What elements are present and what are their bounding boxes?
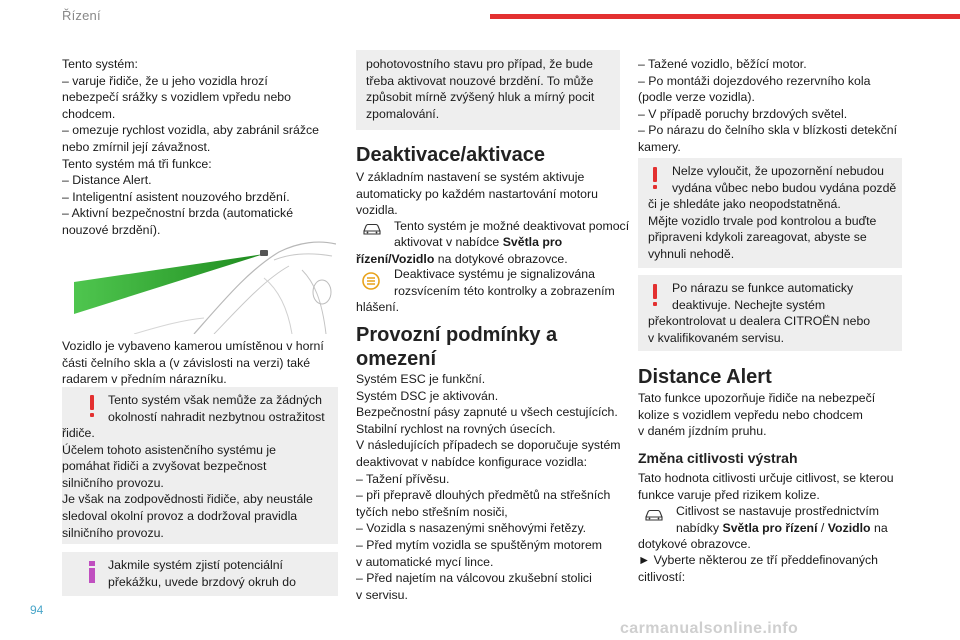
text-line: – varuje řidiče, že u jeho vozidla hrozí bbox=[62, 73, 268, 88]
warning-exclamation-icon bbox=[652, 284, 658, 306]
heading-conditions-line1: Provozní podmínky a bbox=[356, 324, 558, 346]
text-line: kolize s vozidlem vepředu nebo chodcem bbox=[638, 407, 863, 422]
chapter-title: Řízení bbox=[62, 8, 101, 23]
text-line: rozsvícením této kontrolky a zobrazením bbox=[394, 283, 615, 298]
text-line: Citlivost se nastavuje prostřednictvím bbox=[676, 504, 879, 518]
text-line: v daném jízdním pruhu. bbox=[638, 424, 767, 439]
text-line: deaktivovat v nabídce konfigurace vozidla: bbox=[356, 454, 588, 469]
text-line: Stabilní rychlost na rovných úsecích. bbox=[356, 421, 556, 436]
lamp-paragraph-top bbox=[394, 266, 615, 299]
text-line: Nelze vyloučit, že upozornění nebudou bbox=[672, 164, 884, 178]
menu-bold-2: Vozidlo bbox=[827, 520, 871, 535]
menu-suffix: na dotykové obrazovce. bbox=[437, 252, 568, 266]
text-line: překontrolovat u dealera CITROËN nebo bbox=[648, 314, 871, 328]
menu-bold-1: Světla pro bbox=[502, 235, 563, 249]
menu-bold-2: řízení/Vozidlo bbox=[356, 252, 435, 266]
menu-suffix: na bbox=[874, 520, 888, 535]
text-line: v kvalifikovaném servisu. bbox=[648, 330, 784, 345]
text-line: vozidla. bbox=[356, 203, 398, 218]
text-line: – Po montáži dojezdového rezervního kola bbox=[638, 73, 871, 88]
distance-paragraph bbox=[638, 390, 902, 440]
text-line: Systém ESC je funkční. bbox=[356, 372, 486, 386]
text-line: zpomalování. bbox=[366, 106, 440, 121]
menu-bold-1: Světla pro řízení bbox=[722, 520, 818, 535]
warning-box-late-alerts bbox=[638, 158, 902, 268]
text-line: okolností nahradit nezbytnou ostražitost bbox=[108, 409, 325, 424]
intro-paragraph bbox=[62, 56, 338, 239]
heading-deactivation: Deaktivace/aktivace bbox=[356, 144, 546, 166]
text-line: Po nárazu se funkce automaticky bbox=[672, 281, 854, 295]
text-line: či je shledáte jako neopodstatněná. bbox=[648, 197, 841, 211]
text-line: Tento systém: bbox=[62, 57, 138, 71]
sensitivity-menu-text-3 bbox=[638, 536, 751, 553]
text-line: (podle verze vozidla). bbox=[638, 90, 755, 105]
text-line: deaktivuje. Nechejte systém bbox=[672, 297, 826, 312]
text-line: pomáhat řidiči a zvyšovat bezpečnost bbox=[62, 459, 267, 474]
text-line: překážku, uvede brzdový okruh do bbox=[108, 574, 296, 589]
car-menu-icon bbox=[362, 222, 382, 236]
text-line: kamery. bbox=[638, 139, 681, 154]
text-line: nebezpečí srážky s vozidlem vpředu nebo bbox=[62, 90, 291, 105]
warning-lamp-icon bbox=[360, 270, 382, 292]
text-line: silničního provozu. bbox=[62, 475, 164, 490]
camera-paragraph bbox=[62, 338, 338, 388]
text-line: pohotovostního stavu pro případ, že bude bbox=[366, 57, 593, 71]
text-line: radarem v předním nárazníku. bbox=[62, 372, 227, 387]
menu-prefix: nabídky bbox=[676, 520, 720, 535]
text-line: ► Vyberte některou ze tří předdefinovaných bbox=[638, 553, 879, 567]
conditions-paragraph bbox=[356, 371, 620, 603]
text-line: Mějte vozidlo trvale pod kontrolou a buďte bbox=[648, 213, 877, 228]
text-line: – Inteligentní asistent nouzového brzdění. bbox=[62, 189, 290, 204]
text-line: – Vozidla s nasazenými sněhovými řetězy. bbox=[356, 521, 587, 536]
text-line: – omezuje rychlost vozidla, aby zabránil srážce bbox=[62, 123, 319, 138]
text-line: funkce varuje před rizikem kolize. bbox=[638, 487, 820, 502]
sensitivity-choose bbox=[638, 552, 902, 585]
text-line: Tento systém má tři funkce: bbox=[62, 156, 212, 171]
text-line: – Po nárazu do čelního skla v blízkosti detekční bbox=[638, 123, 898, 138]
text-line: Tato funkce upozorňuje řidiče na nebezpečí bbox=[638, 391, 876, 405]
text-line: části čelního skla a (v závislosti na verzi) také bbox=[62, 355, 311, 370]
text-line: třeba aktivovat nouzové brzdění. To může bbox=[366, 73, 594, 88]
text-line: – Tažené vozidlo, běžící motor. bbox=[638, 57, 807, 71]
text-line bbox=[676, 520, 888, 537]
sensitivity-paragraph bbox=[638, 470, 902, 503]
text-line: hlášení. bbox=[356, 300, 400, 314]
deactivation-paragraph bbox=[356, 169, 620, 219]
text-line: Tento systém je možné deaktivovat pomocí bbox=[394, 219, 630, 233]
text-line: sledoval okolní provoz a dodržoval pravidla bbox=[62, 508, 298, 523]
car-menu-icon bbox=[644, 508, 664, 522]
text-line: v automatické mycí lince. bbox=[356, 554, 494, 569]
text-line: silničního provozu. bbox=[62, 525, 164, 540]
text-line: V základním nastavení se systém aktivuje bbox=[356, 170, 585, 184]
text-line: Je však na zodpovědnosti řidiče, aby neustále bbox=[62, 492, 313, 507]
text-line: – Tažení přívěsu. bbox=[356, 471, 450, 486]
text-line: Jakmile systém zjistí potenciální bbox=[108, 558, 283, 572]
text-line: způsobit mírně zvýšený hluk a mírný pocit bbox=[366, 90, 595, 105]
text-line: – V případě poruchy brzdových světel. bbox=[638, 106, 848, 121]
text-line: Bezpečnostní pásy zapnuté u všech cestujících. bbox=[356, 405, 618, 420]
text-line: Tento systém však nemůže za žádných bbox=[108, 393, 322, 407]
text-line: – Aktivní bezpečnostní brzda (automatické bbox=[62, 206, 294, 221]
text-line: Systém DSC je aktivován. bbox=[356, 388, 499, 403]
text-line: Vozidlo je vybaveno kamerou umístěnou v horní bbox=[62, 339, 324, 353]
text-line: – Před najetím na válcovou zkušební stolici bbox=[356, 571, 592, 586]
text-line: citlivostí: bbox=[638, 569, 686, 584]
page-number: 94 bbox=[30, 603, 44, 617]
text-line: – při přepravě dlouhých předmětů na střešních bbox=[356, 488, 611, 503]
conditions-list-continued bbox=[638, 56, 902, 156]
header-accent-bar bbox=[490, 14, 960, 19]
text-line: dotykové obrazovce. bbox=[638, 537, 751, 551]
text-line: nouzové brzdění). bbox=[62, 222, 161, 237]
text-line: Účelem tohoto asistenčního systému je bbox=[62, 442, 276, 457]
text-line: automaticky po každém nastartování motoru bbox=[356, 186, 598, 201]
deactivation-menu-text bbox=[394, 218, 630, 235]
menu-prefix: aktivovat v nabídce bbox=[394, 235, 503, 249]
text-line: řidiče. bbox=[62, 426, 95, 440]
watermark: carmanualsonline.info bbox=[620, 620, 799, 637]
heading-conditions-line2: omezení bbox=[356, 348, 437, 370]
lamp-paragraph-bottom bbox=[356, 299, 399, 316]
text-line: chodcem. bbox=[62, 106, 116, 121]
text-line: nebo zmírnil její závažnost. bbox=[62, 139, 211, 154]
warning-box-attention bbox=[62, 387, 338, 544]
windshield-camera-illustration bbox=[74, 230, 336, 334]
sensitivity-menu-text bbox=[676, 503, 888, 536]
heading-sensitivity: Změna citlivosti výstrah bbox=[638, 450, 798, 466]
heading-distance-alert: Distance Alert bbox=[638, 366, 772, 388]
menu-separator: / bbox=[820, 520, 825, 535]
text-line: – Před mytím vozidla se spuštěným motorem bbox=[356, 537, 603, 552]
info-icon bbox=[88, 561, 96, 583]
text-line: tyčích nebo střešním nosiči, bbox=[356, 504, 508, 519]
text-line: V následujících případech se doporučuje systém bbox=[356, 438, 621, 453]
warning-exclamation-icon bbox=[89, 395, 95, 417]
warning-exclamation-icon bbox=[652, 167, 658, 189]
text-line: vyhnuli nehodě. bbox=[648, 246, 735, 261]
warning-box-impact bbox=[638, 275, 902, 351]
deactivation-menu-text-2 bbox=[394, 234, 562, 251]
text-line: – Distance Alert. bbox=[62, 173, 152, 188]
info-box-continued bbox=[356, 50, 620, 130]
text-line: Deaktivace systému je signalizována bbox=[394, 267, 595, 281]
text-line bbox=[394, 234, 562, 251]
text-line: vydána vůbec nebo budou vydána pozdě bbox=[672, 180, 897, 195]
text-line: připraveni kdykoli zareagovat, abyste se bbox=[648, 230, 867, 245]
text-line: Tato hodnota citlivosti určuje citlivost, se kterou bbox=[638, 471, 894, 485]
text-line: v servisu. bbox=[356, 587, 408, 602]
info-box-braking bbox=[62, 552, 338, 596]
